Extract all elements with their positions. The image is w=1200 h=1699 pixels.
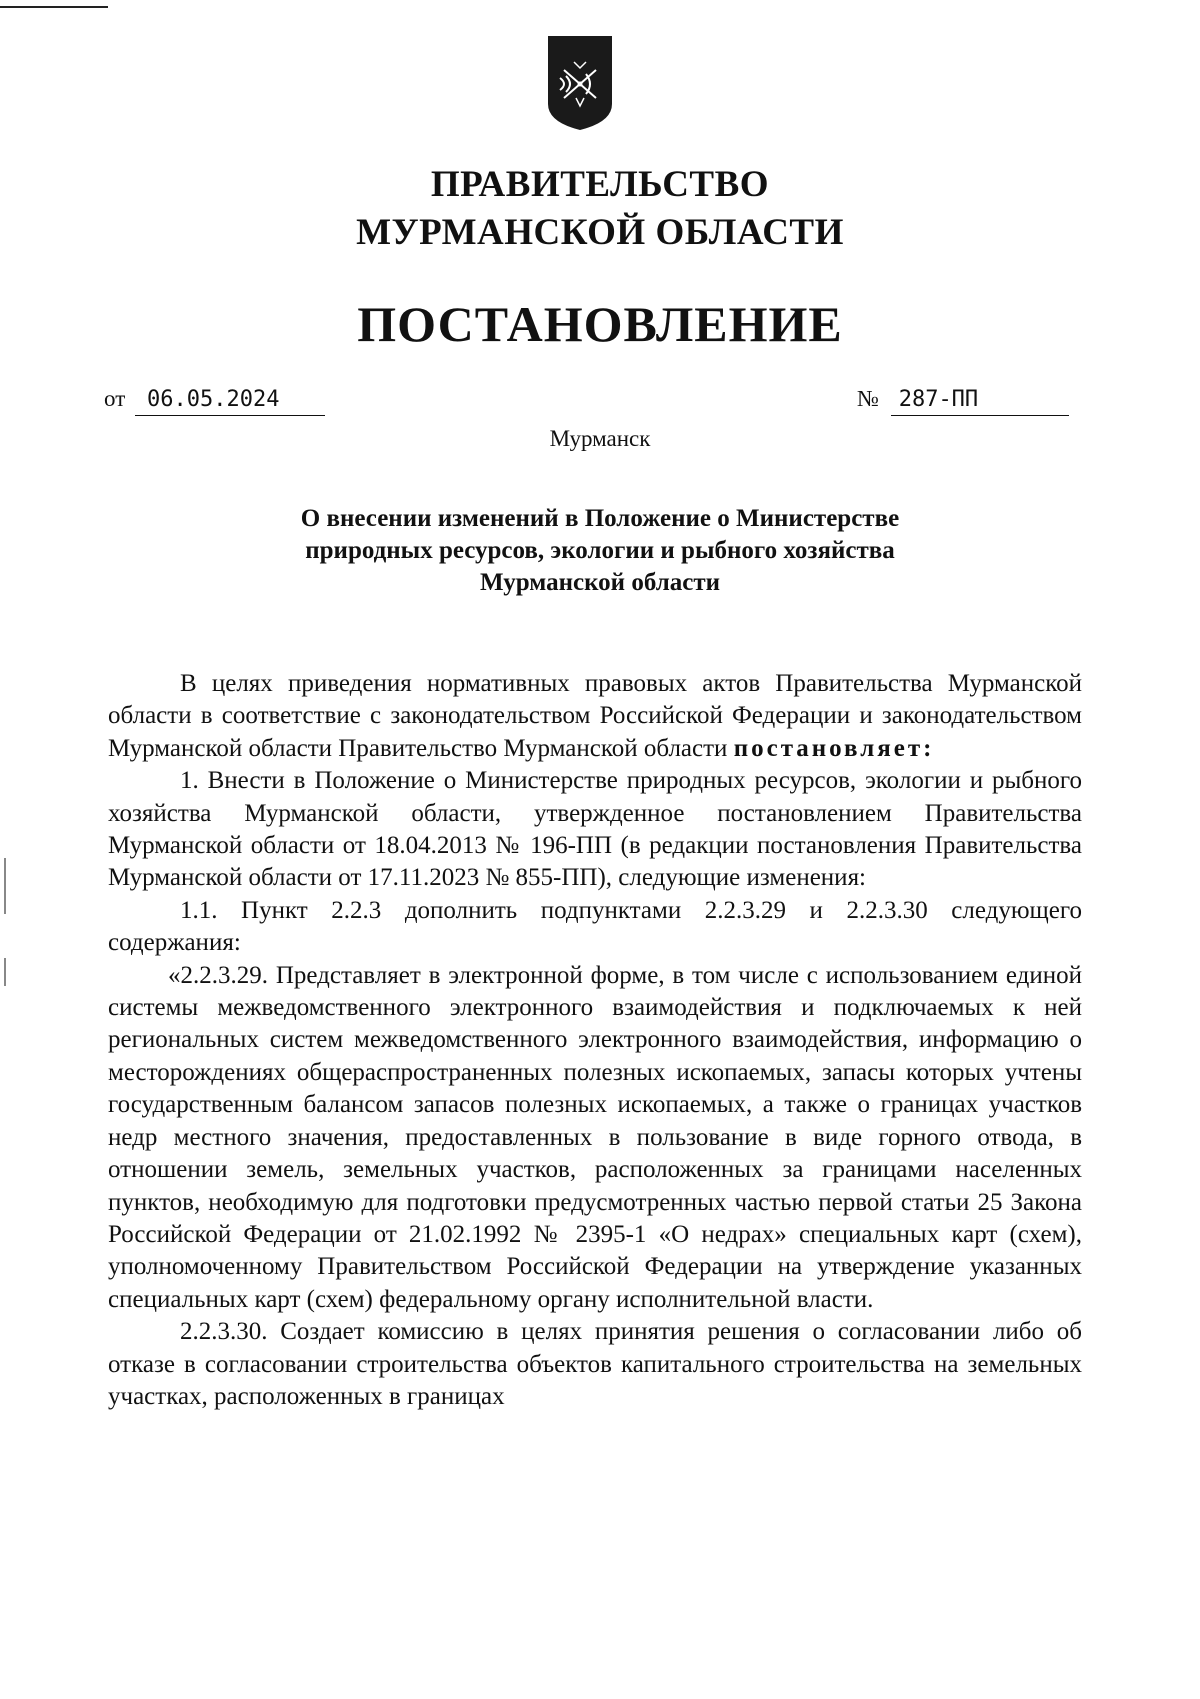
- preamble-resolves: постановляет: [733, 734, 924, 762]
- paragraph-item-1: 1. Внести в Положение о Министерстве природных ресурсов, экологии и рыбного хозяйства Мурманской области, утвержденное постановлением Правительства Мурманской области от 18.04.2013 № 196-ПП (в редакции постановления Правительства Мурманской области от 17.11.2023 № 855-ПП), следующие изменения:: [108, 767, 1082, 892]
- preamble-colon: :: [923, 734, 935, 762]
- paragraph-item-1-1: 1.1. Пункт 2.2.3 дополнить подпунктами 2.2.3.29 и 2.2.3.30 следующего содержания:: [108, 896, 1082, 957]
- number-label: №: [857, 386, 879, 411]
- title-line3: Мурманской области: [479, 569, 721, 596]
- number-value: 287-ПП: [891, 385, 1069, 416]
- document-type: ПОСТАНОВЛЕНИЕ: [357, 296, 843, 352]
- scan-margin-mark: [4, 858, 6, 914]
- murmansk-coat-of-arms-icon: [546, 34, 614, 132]
- title-line1: О внесении изменений в Положение о Министерстве: [300, 505, 900, 532]
- paragraph-preamble: [108, 668, 1082, 765]
- document-title: [0, 503, 1200, 599]
- org-name-line1: ПРАВИТЕЛЬСТВО: [430, 164, 770, 205]
- title-line2: природных ресурсов, экологии и рыбного хозяйства: [305, 537, 895, 564]
- scan-margin-mark: [4, 958, 6, 986]
- number-row: [857, 384, 1069, 416]
- preamble-text: В целях приведения нормативных правовых актов Правительства Мурманской области в соответствие с законодательством Российской Федерации и законодательством Мурманской области Правительство Мурманской области: [108, 670, 1082, 762]
- city: Мурманск: [549, 426, 651, 451]
- paragraph-item-2-2-3-29: «2.2.3.29. Представляет в электронной форме, в том числе с использованием единой системы межведомственного электронного взаимодействия и подключаемых к ней региональных систем межведомственного электронного взаимодействия, информацию о месторождениях общераспространенных полезных ископаемых, запасы которых учтены государственным балансом запасов полезных ископаемых, а также о границах участков недр местного значения, предоставленных в пользование в виде горного отвода, в отношении земель, земельных участков, расположенных за границами населенных пунктов, необходимую для подготовки предусмотренных частью первой статьи 25 Закона Российской Федерации от 21.02.1992 № 2395-1 «О недрах» специальных карт (схем), уполномоченному Правительством Российской Федерации на утверждение указанных специальных карт (схем) федеральному органу исполнительной власти.: [108, 961, 1082, 1313]
- date-row: [104, 384, 325, 416]
- date-value: 06.05.2024: [135, 385, 325, 416]
- date-label: от: [104, 386, 126, 411]
- document-body: [108, 668, 1082, 1413]
- org-name-line2: МУРМАНСКОЙ ОБЛАСТИ: [356, 212, 844, 253]
- paragraph-item-2-2-3-30: 2.2.3.30. Создает комиссию в целях принятия решения о согласовании либо об отказе в согласовании строительства объектов капитального строительства на земельных участках, расположенных в границах: [108, 1318, 1082, 1410]
- scan-corner-mark: [0, 6, 108, 8]
